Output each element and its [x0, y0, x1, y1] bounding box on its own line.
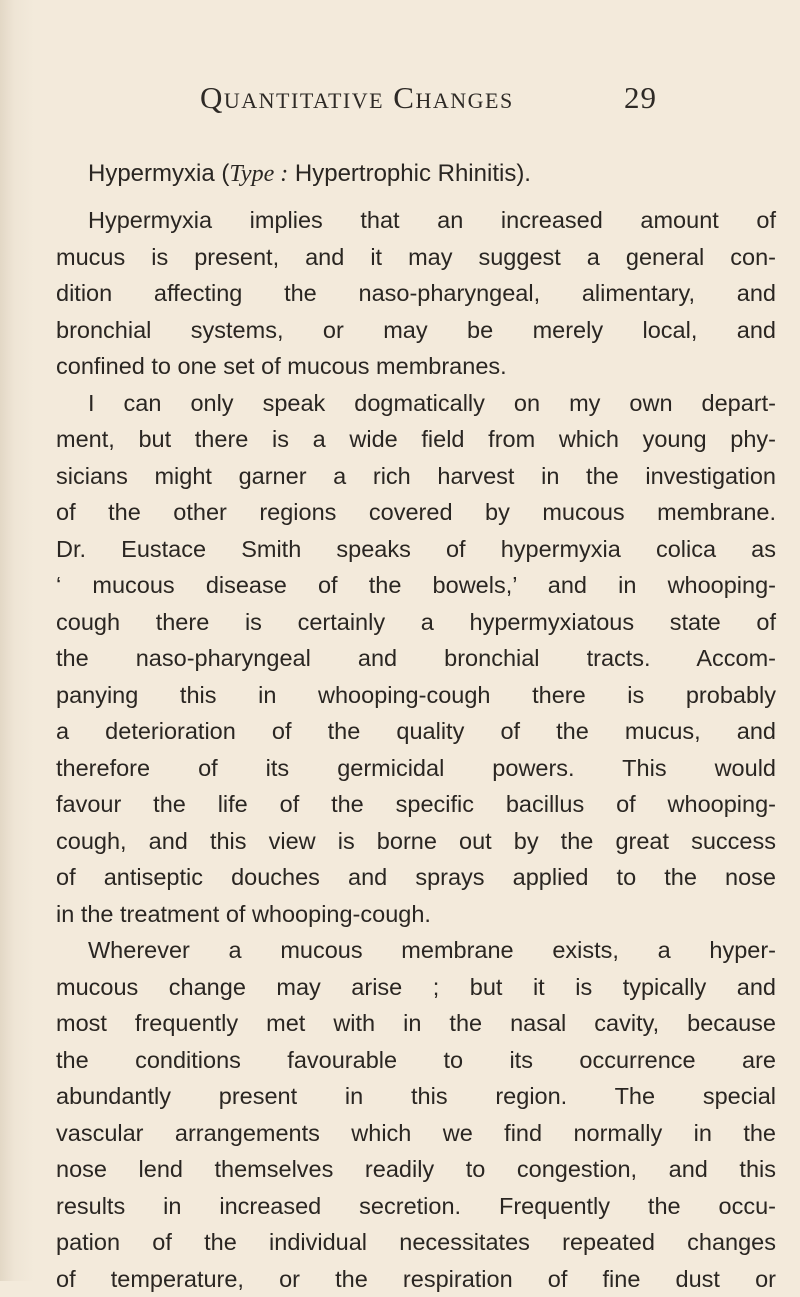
text-line: favour the life of the specific bacillus of whooping-	[56, 786, 776, 823]
text-line: mucus is present, and it may suggest a general con-	[56, 239, 776, 276]
text-line: the conditions favourable to its occurrence are	[56, 1042, 776, 1079]
text-line: pation of the individual necessitates repeated changes	[56, 1224, 776, 1261]
text-line: of temperature, or the respiration of fine dust or	[56, 1261, 776, 1297]
text-line: bronchial systems, or may be merely local, and	[56, 312, 776, 349]
text-line: of the other regions covered by mucous membrane.	[56, 494, 776, 531]
text-line: sicians might garner a rich harvest in the investigation	[56, 458, 776, 495]
text-line: vascular arrangements which we find normally in the	[56, 1115, 776, 1152]
text-line: panying this in whooping-cough there is probably	[56, 677, 776, 714]
text-line: a deterioration of the quality of the mucus, and	[56, 713, 776, 750]
text-line: Hypermyxia implies that an increased amount of	[56, 202, 776, 239]
text-line: nose lend themselves readily to congestion, and this	[56, 1151, 776, 1188]
running-head: Quantitative Changes	[200, 80, 514, 116]
section-heading-suffix: Hypertrophic Rhinitis).	[288, 160, 531, 187]
text-line: the naso-pharyngeal and bronchial tracts. Accom-	[56, 640, 776, 677]
section-heading-type-word: Type :	[229, 161, 288, 187]
text-line: cough there is certainly a hypermyxiatous state of	[56, 604, 776, 641]
text-line: cough, and this view is borne out by the great success	[56, 823, 776, 860]
text-line: Wherever a mucous membrane exists, a hyper-	[56, 932, 776, 969]
text-line: in the treatment of whooping-cough.	[56, 896, 776, 933]
text-line: abundantly present in this region. The special	[56, 1078, 776, 1115]
text-line: confined to one set of mucous membranes.	[56, 348, 776, 385]
page-number: 29	[624, 80, 657, 116]
text-line: dition affecting the naso-pharyngeal, alimentary, and	[56, 275, 776, 312]
text-line: Dr. Eustace Smith speaks of hypermyxia colica as	[56, 531, 776, 568]
text-line: I can only speak dogmatically on my own depart-	[56, 385, 776, 422]
text-line: results in increased secretion. Frequently the occu-	[56, 1188, 776, 1225]
section-heading	[88, 160, 531, 188]
text-line: most frequently met with in the nasal cavity, because	[56, 1005, 776, 1042]
text-line: therefore of its germicidal powers. This would	[56, 750, 776, 787]
section-heading-prefix: Hypermyxia (	[88, 160, 229, 187]
text-line: mucous change may arise ; but it is typically and	[56, 969, 776, 1006]
text-line: of antiseptic douches and sprays applied to the nose	[56, 859, 776, 896]
text-line: ment, but there is a wide field from which young phy-	[56, 421, 776, 458]
text-line: ‘ mucous disease of the bowels,’ and in whooping-	[56, 567, 776, 604]
body-text	[56, 202, 776, 1297]
